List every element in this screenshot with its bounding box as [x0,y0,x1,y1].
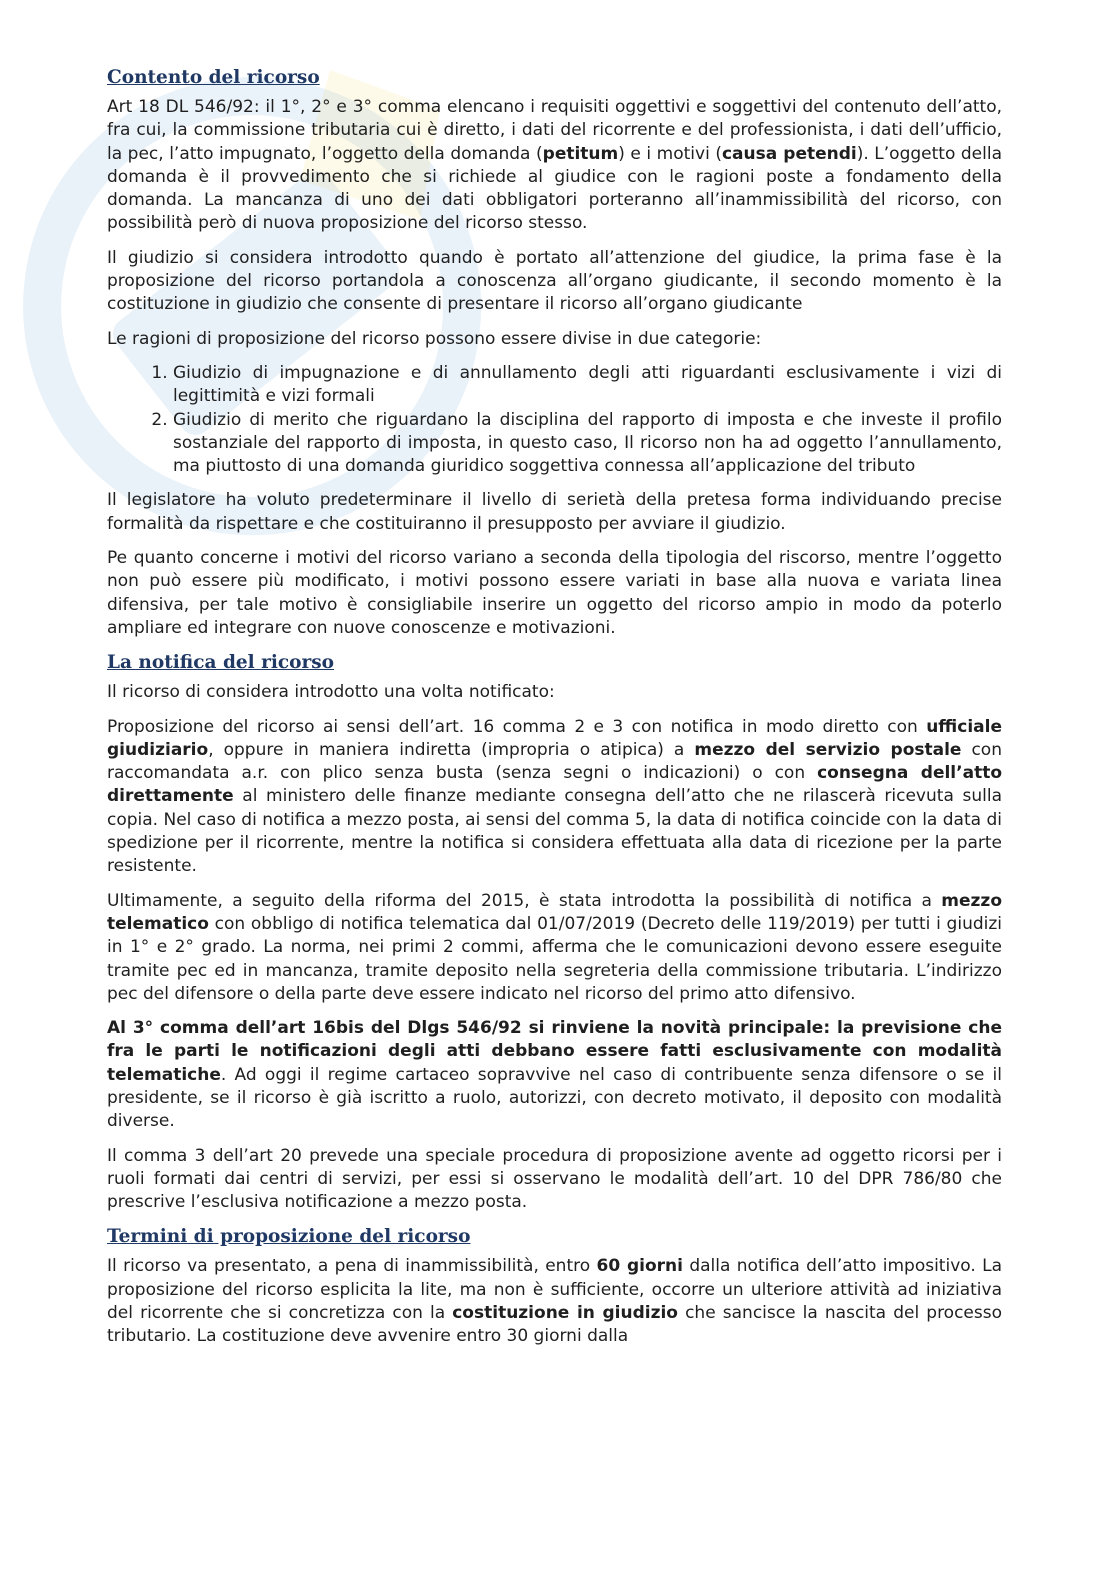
paragraph [107,716,1002,879]
paragraph [107,890,1002,1006]
bold-text: 60 giorni [596,1256,683,1277]
text-run: dalla notifica dell’atto impositivo. La proposizione del ricorso esplicita la lite, ma non è sufficiente, occorre un ulteriore attività ad iniziativa del ricorrente che si concretizza con la [107,1256,1002,1324]
section-heading: La notifica del ricorso [107,652,334,674]
list-item: 2. Giudizio di merito che riguardano la disciplina del rapporto di imposta e che investe il profilo sostanziale del rapporto di imposta, in questo caso, Il ricorso non ha ad oggetto l’annullamento, ma piuttosto di una domanda giuridico soggettiva connessa all’applicazione del tributo [173,409,1002,479]
bold-text: consegna dell’atto direttamente [107,763,1002,807]
paragraph [107,489,1002,536]
bold-text: mezzo del servizio postale [694,739,962,760]
section-heading: Contento del ricorso [107,67,320,88]
text-run: . Ad oggi il regime cartaceo sopravvive nel caso di contribuente senza difensore o se il presidente, se il ricorso è già iscritto a ruolo, autorizzi, con decreto motivato, il deposito con modalità diverse. [107,1064,1002,1132]
paragraph [107,96,1002,236]
text-run: Il legislatore ha voluto predeterminare il livello di serietà della pretesa forma individuando precise formalità da rispettare e che costituiranno il presupposto per avviare il giudizio. [107,490,1002,534]
text-run: , oppure in maniera indiretta (impropria o atipica) a [208,739,695,760]
section-notifica [107,651,1002,1214]
section-termini [107,1225,1002,1348]
paragraph [107,1145,1002,1215]
text-run: Pe quanto concerne i motivi del ricorso variano a seconda della tipologia del riscorso, mentre l’oggetto non può essere più modificato, i motivi possono essere variati in base alla nuova e variata linea difensiva, per tale motivo è consigliabile inserire un oggetto del ricorso ampio in modo da poterlo ampliare ed integrare con nuove conoscenze e motivazioni. [107,548,1002,638]
paragraph [107,247,1002,317]
text-run: ). L’oggetto della domanda è il provvedimento che si richiede al giudice con le ragioni poste a fondamento della domanda. La mancanza di uno dei dati obbligatori porteranno all’inammissibilità del ricorso, con possibilità però di nuova proposizione del ricorso stesso. [107,143,1002,234]
text-run: Il giudizio si considera introdotto quando è portato all’attenzione del giudice, la prima fase è la proposizione del ricorso portandola a conoscenza all’organo giudicante, il secondo momento è la costituzione in giudizio che consente di presentare il ricorso all’organo giudicante [107,247,1002,315]
bold-text: Al 3° comma dell’art 16bis del Dlgs 546/92 si rinviene la novità principale: la previsione che fra le parti le notificazioni degli atti debbano essere fatti esclusivamente con modalità telematiche [107,1018,1002,1085]
text-run: Il comma 3 dell’art 20 prevede una speciale procedura di proposizione avente ad oggetto ricorsi per i ruoli formati dai centri di servizi, per essi si osservano le modalità dell’art. 10 del DPR 786/80 che prescrive l’esclusiva notificazione a mezzo posta. [107,1145,1002,1213]
text-run: Le ragioni di proposizione del ricorso possono essere divise in due categorie: [107,328,762,349]
bold-text: costituzione in giudizio [452,1303,678,1324]
text-run: Proposizione del ricorso ai sensi dell’art. 16 comma 2 e 3 con notifica in modo diretto con [107,716,927,737]
text-run: Art 18 DL 546/92: il 1°, 2° e 3° comma elencano i requisiti oggettivi e soggettivi del contenuto dell’atto, fra cui, la commissione tributaria cui è diretto, i dati del ricorrente e del professionista, i dati dell’ufficio, la pec, l’atto impugnato, l’oggetto della domanda ( [107,97,1002,164]
bold-text: causa petendi [721,143,857,164]
paragraph [107,681,1002,704]
bold-text: ufficiale giudiziario [107,716,1002,760]
bold-text: mezzo telematico [107,890,1002,934]
document-page [107,66,1002,1360]
text-run: con obbligo di notifica telematica dal 01/07/2019 (Decreto delle 119/2019) per tutti i giudizi in 1° e 2° grado. La norma, nei primi 2 commi, afferma che le comunicazioni devono essere eseguite tramite pec ed in mancanza, tramite deposito nella segreteria della commissione tributaria. L’indirizzo pec del difensore o della parte deve essere indicato nel ricorso del primo atto difensivo. [107,913,1002,1004]
text-run: Il ricorso va presentato, a pena di inammissibilità, entro [107,1256,597,1277]
text-run: che sancisce la nascita del processo tributario. La costituzione deve avvenire entro 30 giorni dalla [107,1303,1002,1347]
list-item: 1. Giudizio di impugnazione e di annullamento degli atti riguardanti esclusivamente i vizi di legittimità e vizi formali [173,362,1002,409]
paragraph [107,547,1002,640]
paragraph [107,1017,1002,1133]
section-heading: Termini di proposizione del ricorso [107,1226,471,1248]
text-run: al ministero delle finanze mediante consegna dell’atto che ne rilascerà ricevuta sulla copia. Nel caso di notifica a mezzo posta, ai sensi del comma 5, la data di notifica coincide con la data di spedizione per il ricorrente, mentre la notifica si considera effettuata alla data di ricezione per la parte resistente. [107,786,1002,877]
ordered-list [107,362,1002,478]
section-contenuto [107,66,1002,640]
paragraph [107,1255,1002,1348]
text-run: con raccomandata a.r. con plico senza busta (senza segni o indicazioni) o con [107,739,1002,784]
text-run: Il ricorso di considera introdotto una volta notificato: [107,682,555,703]
text-run: ) e i motivi ( [618,143,722,164]
bold-text: petitum [542,143,619,164]
text-run: Ultimamente, a seguito della riforma del 2015, è stata introdotta la possibilità di notifica a [107,890,942,911]
paragraph [107,328,1002,351]
